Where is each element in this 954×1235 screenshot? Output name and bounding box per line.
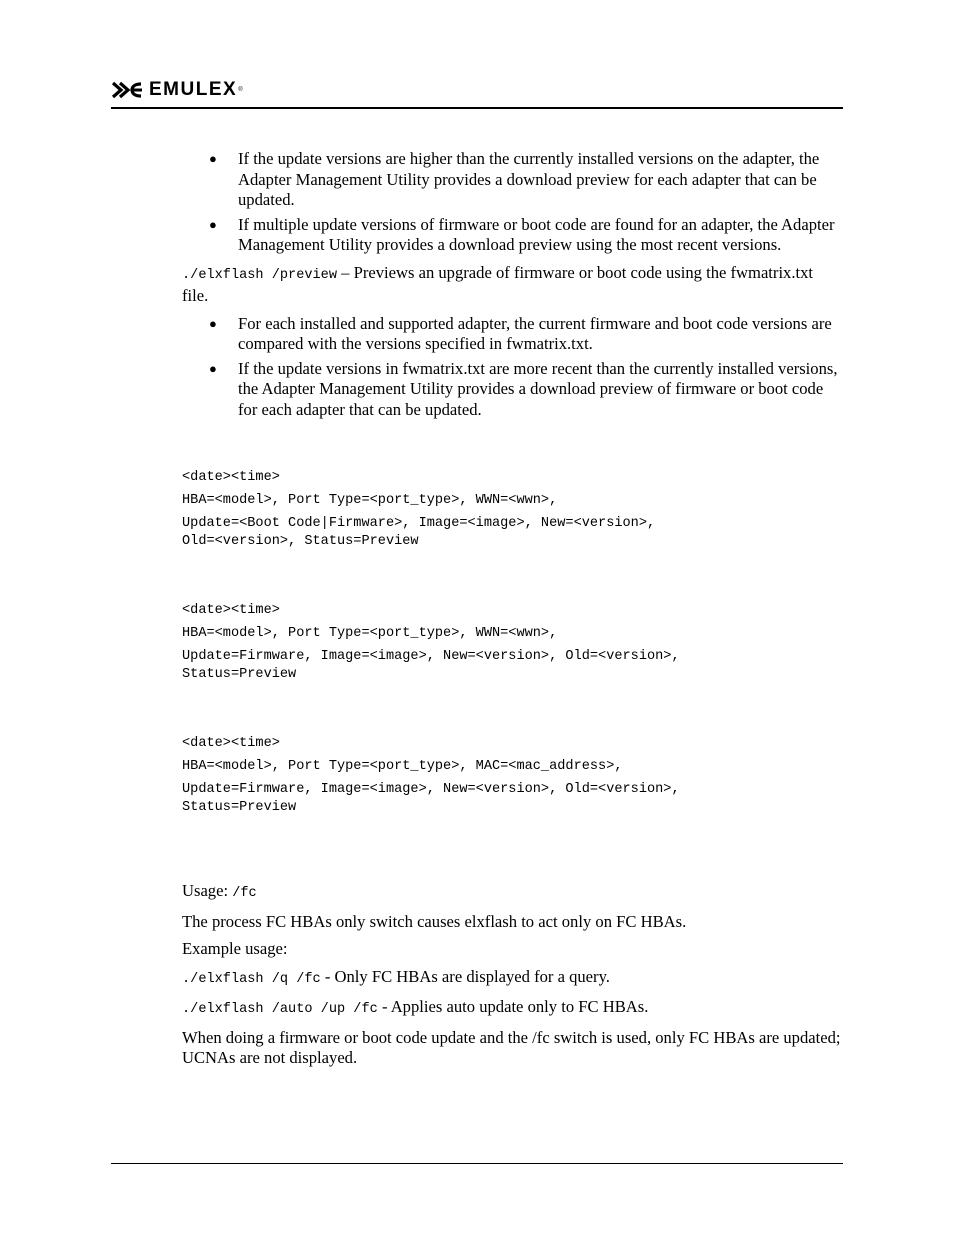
code-line: Update=Firmware, Image=<image>, New=<version>, Old=<version>, Status=Preview (182, 782, 680, 815)
preview-command-text: – Previews an upgrade of firmware or boot code using the fwmatrix.txt file. (182, 262, 814, 305)
code-block (182, 735, 842, 817)
list-item-text: If multiple update versions of firmware or boot code are found for an adapter, the Adapter Management Utility provides a download preview using the most recent versions. (238, 214, 835, 254)
list-item (182, 215, 842, 256)
fc-closing-note: When doing a firmware or boot code update and the /fc switch is used, only FC HBAs are updated; UCNAs are not displayed. (182, 1027, 841, 1067)
page-content (182, 149, 842, 1069)
list-item (182, 359, 842, 421)
code-line: HBA=<model>, Port Type=<port_type>, WWN=<wwn>, (182, 626, 558, 641)
code-line: <date><time> (182, 470, 280, 485)
emulex-logo-icon (111, 80, 145, 100)
example-line (182, 967, 842, 991)
list-item-text: If the update versions in fwmatrix.txt are more recent than the currently installed versions, the Adapter Management Utility provides a download preview of firmware or boot code for each adapter that can be updated. (238, 358, 838, 419)
code-line: Update=<Boot Code|Firmware>, Image=<image>, New=<version>, Old=<version>, Status=Preview (182, 516, 656, 549)
example-code: ./elxflash /q /fc (182, 971, 321, 987)
code-line: HBA=<model>, Port Type=<port_type>, WWN=<wwn>, (182, 493, 558, 508)
footer-rule (111, 1163, 843, 1164)
preview-command-code: ./elxflash /preview (182, 267, 337, 283)
code-line: Update=Firmware, Image=<image>, New=<version>, Old=<version>, Status=Preview (182, 649, 680, 682)
code-block (182, 469, 842, 551)
list-item-text: If the update versions are higher than the currently installed versions on the adapter, the Adapter Management Utility provides a download preview for each adapter that can be updated. (238, 149, 820, 209)
list-item (182, 149, 842, 211)
header-rule (111, 107, 843, 109)
bullet-icon: ● (209, 360, 217, 376)
usage-label: Usage: (182, 881, 233, 900)
code-line: <date><time> (182, 736, 280, 751)
example-text: - Only FC HBAs are displayed for a query. (320, 966, 610, 986)
emulex-logo-text: EMULEX (149, 79, 238, 100)
code-line: HBA=<model>, Port Type=<port_type>, MAC=<mac_address>, (182, 759, 623, 774)
code-line: <date><time> (182, 603, 280, 618)
code-block (182, 602, 842, 684)
preview-intro-list (182, 149, 842, 256)
list-item-text: For each installed and supported adapter, the current firmware and boot code versions are compared with the versions specified in fwmatrix.txt. (238, 313, 832, 353)
preview-detail-list (182, 314, 842, 421)
preview-command-paragraph (182, 263, 842, 307)
usage-code: /fc (232, 886, 257, 901)
example-text: - Applies auto update only to FC HBAs. (377, 997, 649, 1016)
example-line (182, 997, 842, 1021)
fc-switch-section (182, 881, 842, 1069)
bullet-icon: ● (209, 216, 217, 232)
example-code: ./elxflash /auto /up /fc (182, 1002, 378, 1017)
usage-line (182, 881, 842, 905)
bullet-icon: ● (209, 151, 217, 166)
fc-description: The process FC HBAs only switch causes elxflash to act only on FC HBAs. (182, 911, 687, 931)
emulex-logo (111, 79, 243, 101)
example-label: Example usage: (182, 939, 288, 958)
list-item (182, 314, 842, 355)
trademark-symbol: ® (238, 87, 243, 93)
bullet-icon: ● (209, 315, 217, 331)
